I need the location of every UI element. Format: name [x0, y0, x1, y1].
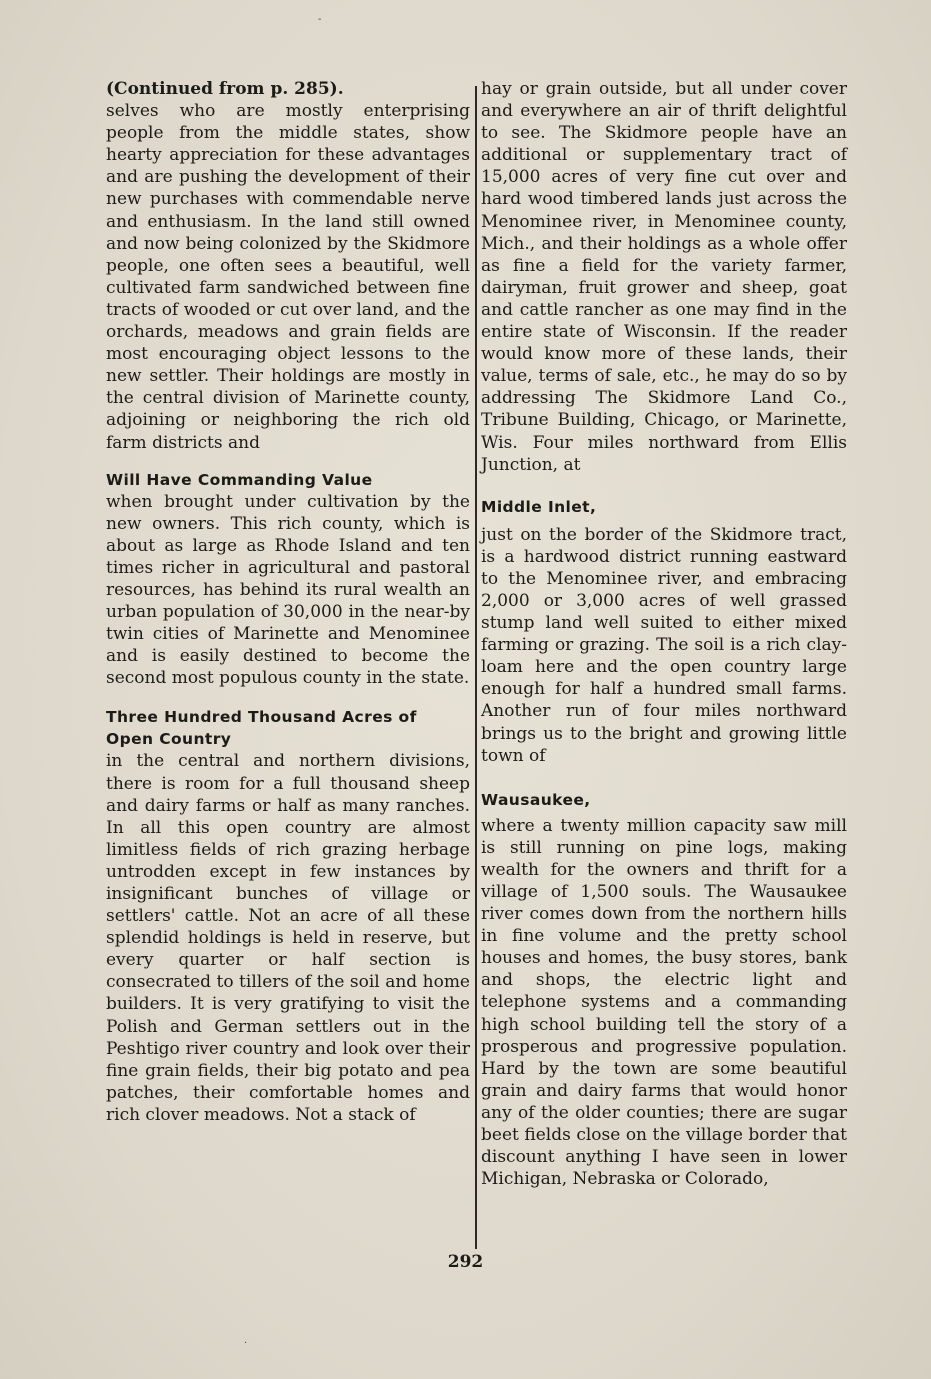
section-heading-middle-inlet: Middle Inlet,	[481, 497, 597, 516]
section-heading-open-country	[106, 706, 470, 750]
right-paragraph-3: where a twenty million capacity saw mill is still running on pine logs, making wealth for the owners and thrift for a village of 1,500 souls. The Wausaukee river comes down from the northern hills in fine volume and the pretty school houses and homes, the busy stores, bank and shops, the electric light and telephone systems and a commanding high school building tell the story of a prosperous and progressive population. Hard by the town are some beautiful grain and dairy farms that would honor any of the older counties; there are sugar beet fields close on the village border that discount anything I have seen in lower Michigan, Nebraska or Colorado,	[481, 815, 847, 1190]
left-paragraph-3: in the central and northern divisions, there is room for a full thousand sheep and dairy farms or half as many ranches. In all this open country are almost limitless fields of rich grazing herbage untrodden except in few instances by insignificant bunches of village or settlers' cattle. Not an acre of all these splendid holdings is held in reserve, but every quarter or half section is consecrated to tillers of the soil and home builders. It is very gratifying to visit the Polish and German settlers out in the Peshtigo river country and look over their fine grain fields, their big potato and pea patches, their comfortable homes and rich clover meadows. Not a stack of	[106, 751, 470, 1125]
left-paragraph-1: selves who are mostly enterprising people from the middle states, show hearty appreciation for these advantages and are pushing the development of their new purchases with commendable nerve and enthusiasm. In the land still owned and now being colonized by the Skidmore people, one often sees a beautiful, well cultivated farm sandwiched between fine tracts of wooded or cut over land, and the orchards, meadows and grain fields are most encouraging object lessons to the new settler. Their holdings are mostly in the central division of Marinette county, adjoining or neighboring the rich old farm districts and	[106, 101, 470, 453]
continued-note: (Continued from p. 285).	[106, 79, 344, 99]
page-number: 292	[447, 1252, 484, 1272]
left-paragraph-2: when brought under cultivation by the new owners. This rich county, which is about as large as Rhode Island and ten times richer in agricultural and pastoral resources, has behind its rural wealth an urban population of 30,000 in the near-by twin cities of Marinette and Menominee and is easily destined to become the second most populous county in the state.	[106, 491, 470, 689]
right-column	[481, 78, 847, 1190]
section-heading-wausaukee: Wausaukee,	[481, 790, 591, 809]
right-paragraph-2: just on the border of the Skidmore tract, is a hardwood district running eastward to the Menominee river, and embracing 2,000 or 3,000 acres of well grassed stump land well suited to either mixed farming or grazing. The soil is a rich clay-loam here and the open country large enough for half a hundred small farms. Another run of four miles northward brings us to the bright and growing little town of	[481, 524, 847, 766]
heading-line-2: Open Country	[106, 730, 232, 749]
print-speck: ·	[244, 1338, 248, 1349]
right-paragraph-1: hay or grain outside, but all under cover and everywhere an air of thrift delightful to see. The Skidmore people have an additional or supplementary tract of 15,000 acres of very fine cut over and hard wood timbered lands just across the Menominee river, in Menominee county, Mich., and their holdings as a whole offer as fine a field for the variety farmer, dairyman, fruit grower and sheep, goat and cattle rancher as one may find in the entire state of Wisconsin. If the reader would know more of these lands, their value, terms of sale, etc., he may do so by addressing The Skidmore Land Co., Tribune Building, Chicago, or Marinette, Wis. Four miles northward from Ellis Junction, at	[481, 79, 847, 475]
heading-line-1: Three Hundred Thousand Acres of	[106, 708, 417, 727]
section-heading-commanding-value: Will Have Commanding Value	[106, 470, 373, 489]
print-speck: -	[318, 14, 322, 25]
left-column	[106, 78, 470, 1126]
column-rule	[475, 86, 477, 1249]
